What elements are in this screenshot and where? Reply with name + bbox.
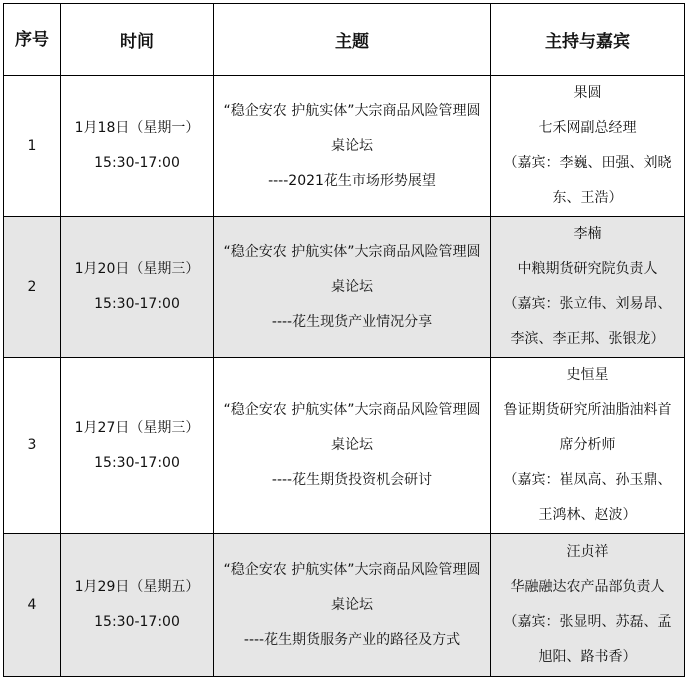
row-date: 1月20日（星期三） xyxy=(74,261,200,277)
row-date: 1月29日（星期五） xyxy=(74,579,200,595)
row-topic-title: “稳企安农 护航实体”大宗商品风险管理圆桌论坛 xyxy=(223,402,481,453)
table-row xyxy=(4,358,685,534)
row-index: 1 xyxy=(4,76,61,217)
row-host-title: 中粮期货研究院负责人 xyxy=(517,261,658,277)
table-row xyxy=(4,76,685,217)
table-row xyxy=(4,534,685,677)
header-topic: 主题 xyxy=(214,4,491,76)
row-host-name: 果圆 xyxy=(573,85,602,101)
row-time: 15:30-17:00 xyxy=(94,454,180,471)
row-host-cell xyxy=(491,217,685,358)
header-index: 序号 xyxy=(4,4,61,76)
row-guests: （嘉宾：李巍、田强、刘晓东、王浩） xyxy=(503,155,672,206)
row-time: 15:30-17:00 xyxy=(94,614,180,630)
row-index: 2 xyxy=(4,217,61,358)
row-host-title: 华融融达农产品部负责人 xyxy=(510,579,665,595)
row-time-cell xyxy=(61,217,214,358)
header-time: 时间 xyxy=(61,4,214,76)
row-topic-subtitle: ----花生期货服务产业的路径及方式 xyxy=(243,631,461,648)
header-row xyxy=(4,4,685,76)
row-topic-cell xyxy=(214,76,491,217)
row-index: 4 xyxy=(4,534,61,677)
row-host-title: 鲁证期货研究所油脂油料首席分析师 xyxy=(503,402,672,453)
row-topic-title: “稳企安农 护航实体”大宗商品风险管理圆桌论坛 xyxy=(223,243,481,295)
row-host-cell xyxy=(491,358,685,534)
row-host-name: 汪贞祥 xyxy=(566,544,609,560)
row-topic-title: “稳企安农 护航实体”大宗商品风险管理圆桌论坛 xyxy=(223,102,481,154)
row-host-title: 七禾网副总经理 xyxy=(538,120,637,136)
row-time: 15:30-17:00 xyxy=(94,155,180,171)
row-time-cell xyxy=(61,534,214,677)
row-date: 1月27日（星期三） xyxy=(74,419,200,436)
header-host: 主持与嘉宾 xyxy=(491,4,685,76)
row-topic-cell xyxy=(214,534,491,677)
row-topic-subtitle: ----花生期货投资机会研讨 xyxy=(271,472,433,488)
row-index: 3 xyxy=(4,358,61,534)
row-topic-cell xyxy=(214,358,491,534)
row-host-cell xyxy=(491,534,685,677)
row-topic-title: “稳企安农 护航实体”大宗商品风险管理圆桌论坛 xyxy=(223,561,481,613)
row-time-cell xyxy=(61,76,214,217)
row-time-cell xyxy=(61,358,214,534)
row-host-name: 李楠 xyxy=(573,226,602,242)
row-time: 15:30-17:00 xyxy=(94,296,180,312)
table-row xyxy=(4,217,685,358)
row-topic-subtitle: ----花生现货产业情况分享 xyxy=(271,313,433,330)
forum-schedule-table xyxy=(3,3,685,677)
row-host-cell xyxy=(491,76,685,217)
row-host-name: 史恒星 xyxy=(566,367,609,383)
row-guests: （嘉宾：张显明、苏磊、孟旭阳、路书香） xyxy=(503,614,672,665)
row-guests: （嘉宾：张立伟、刘易昂、李滨、李正邦、张银龙） xyxy=(503,296,672,347)
row-topic-subtitle: ----2021花生市场形势展望 xyxy=(268,172,436,189)
row-topic-cell xyxy=(214,217,491,358)
row-guests: （嘉宾：崔凤高、孙玉鼎、王鸿林、赵波） xyxy=(503,472,672,523)
row-date: 1月18日（星期一） xyxy=(74,120,200,136)
